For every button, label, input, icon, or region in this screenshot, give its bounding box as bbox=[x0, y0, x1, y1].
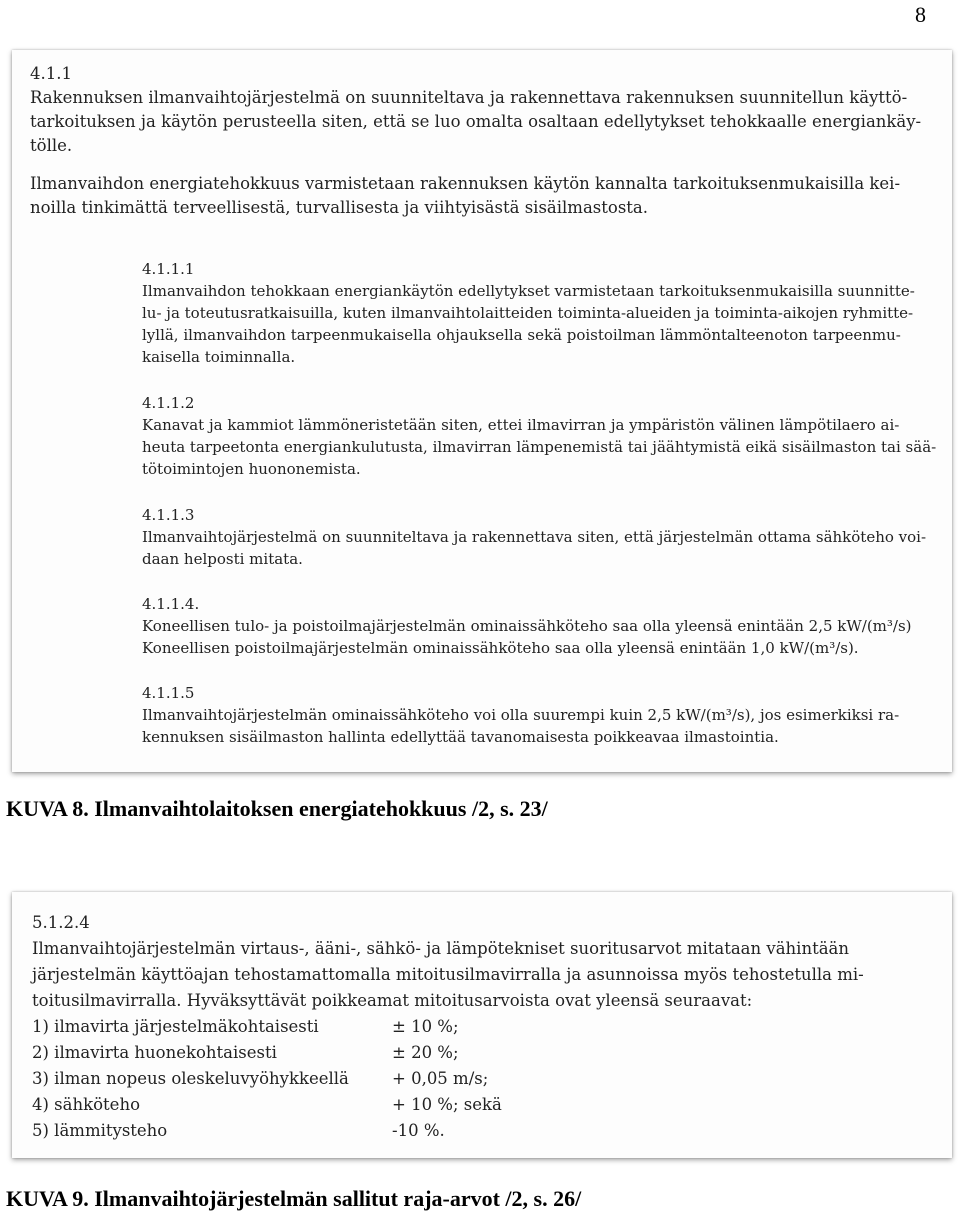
item-label: 5) lämmitysteho bbox=[32, 1121, 168, 1140]
subsection-text: Ilmanvaihtojärjestelmän ominaissähköteho voi olla suurempi kuin 2,5 kW/(m³/s), jos esimerkiksi ra- kennuksen sisäilmaston hallinta edellyttää tavanomaisesta poikkeavaa ilmastointia. bbox=[142, 706, 900, 746]
subsection-4-1-1-1 bbox=[142, 258, 942, 368]
section-text: Ilmanvaihtojärjestelmän virtaus-, ääni-, sähkö- ja lämpötekniset suoritusarvot mitataan vähintään järjestelmän käyttöajan tehostamattomalla mitoitusilmavirralla ja asunnoissa myös tehostetulla mi- toitusilmavirralla. Hyväksyttävät poikkeamat mitoitusarvoista ovat yleensä seuraavat: bbox=[32, 939, 864, 1010]
item-label: 3) ilman nopeus oleskeluvyöhykkeellä bbox=[32, 1069, 349, 1088]
section-number: 4.1.1 bbox=[30, 64, 72, 83]
section-5-1-2-4 bbox=[32, 910, 932, 1014]
item-value: + 10 %; sekä bbox=[392, 1095, 502, 1114]
section-number: 5.1.2.4 bbox=[32, 913, 90, 932]
subsection-4-1-1-3 bbox=[142, 504, 942, 570]
list-item bbox=[32, 1118, 502, 1144]
subsection-number: 4.1.1.5 bbox=[142, 684, 195, 702]
subsection-number: 4.1.1.2 bbox=[142, 394, 195, 412]
section-4-1-1 bbox=[30, 62, 935, 220]
list-item bbox=[32, 1092, 502, 1118]
section-paragraph-1: Rakennuksen ilmanvaihtojärjestelmä on suunniteltava ja rakennettava rakennuksen suunnitellun käyttö- tarkoituksen ja käytön perusteella siten, että se luo omalta osaltaan edellytykset tehokkaalle energiankäy- tölle. bbox=[30, 88, 922, 155]
scanned-excerpt-limit-values bbox=[12, 892, 952, 1158]
subsection-number: 4.1.1.3 bbox=[142, 506, 195, 524]
item-label: 4) sähköteho bbox=[32, 1095, 140, 1114]
deviation-list bbox=[32, 1014, 502, 1144]
item-value: ± 20 %; bbox=[392, 1043, 459, 1062]
item-value: + 0,05 m/s; bbox=[392, 1069, 489, 1088]
list-item bbox=[32, 1014, 502, 1040]
subsection-number: 4.1.1.4. bbox=[142, 595, 200, 613]
subsection-text: Koneellisen tulo- ja poistoilmajärjestelmän ominaissähköteho saa olla yleensä enintään 2,5 kW/(m³/s) Koneellisen poistoilmajärjestelmän ominaissähköteho saa olla yleensä enintään 1,0 kW/(m³/s). bbox=[142, 617, 912, 657]
subsection-4-1-1-5 bbox=[142, 682, 942, 748]
list-item bbox=[32, 1040, 502, 1066]
page-number: 8 bbox=[915, 2, 926, 27]
figure-caption-8: KUVA 8. Ilmanvaihtolaitoksen energiatehokkuus /2, s. 23/ bbox=[6, 796, 548, 821]
subsection-text: Kanavat ja kammiot lämmöneristetään siten, ettei ilmavirran ja ympäristön välinen lämpötilaero ai- heuta tarpeetonta energiankulutusta, ilmavirran lämpenemistä tai jäähtymistä eikä sisäilmaston tai sää- tötoimintojen huononemista. bbox=[142, 416, 937, 478]
item-value: ± 10 %; bbox=[392, 1017, 459, 1036]
item-label: 1) ilmavirta järjestelmäkohtaisesti bbox=[32, 1017, 319, 1036]
item-label: 2) ilmavirta huonekohtaisesti bbox=[32, 1043, 277, 1062]
item-value: -10 %. bbox=[392, 1121, 445, 1140]
subsection-4-1-1-4 bbox=[142, 593, 942, 659]
list-item bbox=[32, 1066, 502, 1092]
subsection-number: 4.1.1.1 bbox=[142, 260, 195, 278]
subsection-text: Ilmanvaihtojärjestelmä on suunniteltava ja rakennettava siten, että järjestelmän ottama sähköteho voi- daan helposti mitata. bbox=[142, 528, 927, 568]
figure-caption-9: KUVA 9. Ilmanvaihtojärjestelmän sallitut raja-arvot /2, s. 26/ bbox=[6, 1186, 582, 1211]
subsection-4-1-1-2 bbox=[142, 392, 942, 480]
scanned-excerpt-energy-efficiency bbox=[12, 50, 952, 772]
subsection-text: Ilmanvaihdon tehokkaan energiankäytön edellytykset varmistetaan tarkoituksenmukaisilla suunnitte- lu- ja toteutusratkaisuilla, kuten ilmanvaihtolaitteiden toiminta-alueiden ja toiminta-aikojen ryhmitte- lyllä, ilmanvaihdon tarpeenmukaisella ohjauksella sekä poistoilman lämmöntalteenoton tarpeenmu- kaisella toiminnalla. bbox=[142, 282, 915, 366]
section-paragraph-2: Ilmanvaihdon energiatehokkuus varmistetaan rakennuksen käytön kannalta tarkoituksenmukaisilla kei- noilla tinkimättä terveellisestä, turvallisesta ja viihtyisästä sisäilmastosta. bbox=[30, 174, 901, 217]
